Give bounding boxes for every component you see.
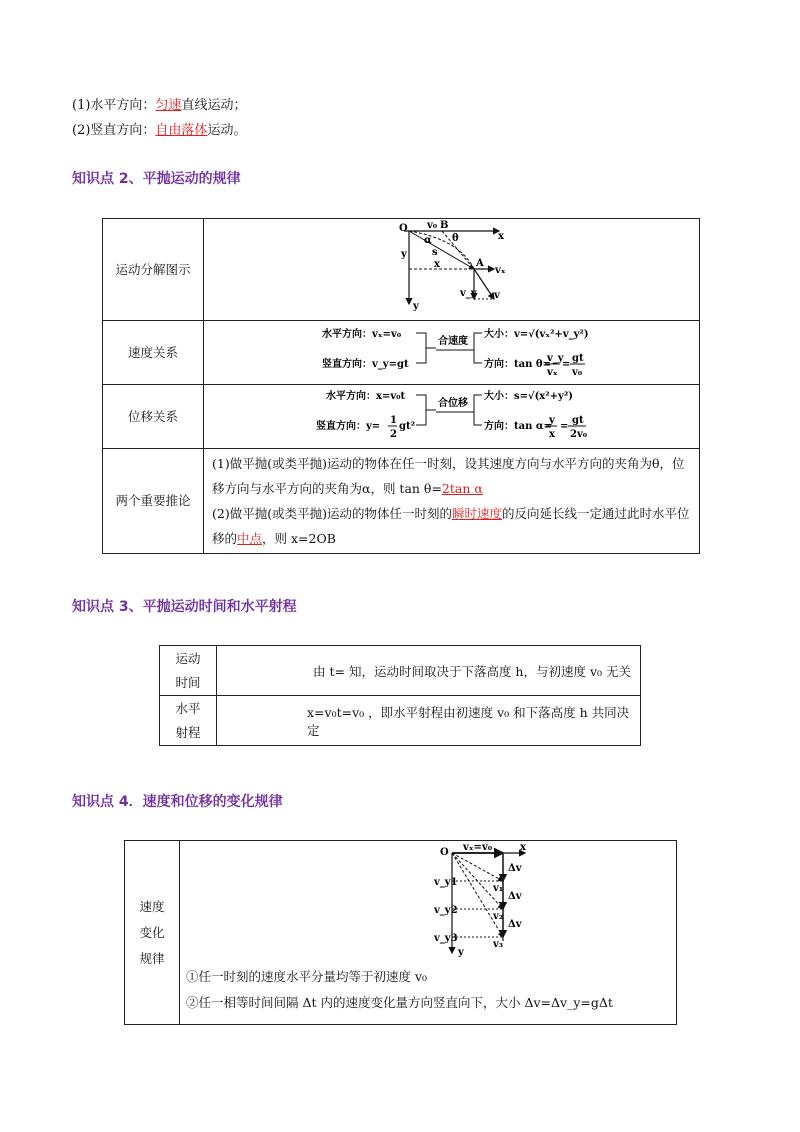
velocity-frac2-num: gt (572, 353, 584, 364)
displacement-direction-prefix: 方向：tan α= (484, 421, 552, 432)
velocity-frac2-den: v₀ (572, 367, 583, 378)
y-distance-label: y (401, 249, 407, 260)
velocity-change-diagram (180, 841, 675, 961)
inference-2-highlight-1: 瞬时速度 (451, 506, 502, 521)
v1-vector (452, 853, 503, 881)
origin-label-4: O (440, 847, 449, 858)
origin-label: O (399, 223, 408, 234)
velocity-change-cell (180, 841, 677, 1025)
s-label: s (432, 247, 438, 258)
inference-1-highlight: 2tan α (441, 481, 483, 496)
intro-line-2 (72, 121, 246, 141)
velocity-relation-diagram (204, 321, 694, 381)
row-label-range-line1: 水平 (175, 700, 201, 716)
intro-line-1-suffix: 直线运动； (181, 98, 247, 113)
svg-text:=: = (560, 421, 569, 432)
inference-2-highlight-2: 中点 (237, 531, 263, 546)
projectile-law-table (102, 218, 700, 554)
displacement-magnitude: 大小：s=√(x²+y²) (484, 391, 573, 402)
displacement-frac1-den: x (549, 429, 555, 440)
svg-text:=: = (562, 359, 571, 370)
dv-label-2: Δv (508, 891, 522, 902)
intro-line-2-suffix: 运动。 (207, 123, 247, 138)
y-axis-label-4: y (458, 947, 464, 958)
velocity-direction-prefix: 方向：tan θ= (484, 359, 551, 370)
theta-label: θ (452, 233, 459, 244)
displacement-frac1-num: y (549, 415, 555, 426)
row-label-range-line2: 射程 (175, 724, 201, 740)
inference-cell (204, 449, 700, 554)
point-b-label: B (440, 220, 449, 231)
vy-label: v_y (460, 288, 477, 299)
row-label-velocity-change (125, 841, 180, 1025)
row-label-diagram: 运动分解图示 (103, 219, 204, 321)
dv-label-1: Δv (508, 863, 522, 874)
velocity-change-table (124, 840, 677, 1025)
row-label-time-line1: 运动 (175, 650, 201, 666)
intro-line-1 (72, 96, 246, 116)
v-label: v (494, 290, 500, 301)
x-distance-label: x (434, 259, 440, 270)
time-text: 由 t= 知，运动时间取决于下落高度 h，与初速度 v₀ 无关 (217, 646, 641, 696)
velocity-frac1-num: v_y (547, 353, 564, 364)
intro-line-1-highlight: 匀速 (155, 98, 182, 113)
vy1-label: v_y1 (434, 877, 458, 888)
row-label-inference: 两个重要推论 (103, 449, 204, 554)
x-axis-label-4: x (520, 842, 526, 853)
vy2-label: v_y2 (434, 905, 458, 916)
alpha-label: α (424, 235, 432, 246)
velocity-change-rule-2: ②任一相等时间间隔 Δt 内的速度变化量方向竖直向下，大小 Δv=Δv_y=gΔt (186, 995, 613, 1010)
row-label-time-line2: 时间 (175, 674, 201, 690)
velocity-combine-label: 合速度 (438, 336, 468, 347)
inference-1-text: (1)做平抛(或类平抛)运动的物体在任一时刻，设其速度方向与水平方向的夹角为θ，位移方向与水平方向的夹角为α，则 tan θ= (212, 456, 685, 496)
displacement-frac-num: 1 (390, 415, 397, 426)
label-line-3: 规律 (139, 950, 165, 966)
vx-label-4: vₓ=v₀ (463, 842, 493, 853)
label-line-2: 变化 (139, 924, 165, 940)
displacement-relation-cell (204, 385, 700, 449)
x-axis-label: x (498, 231, 504, 242)
row-label-range (160, 696, 217, 746)
section-2-heading: 知识点 2、平抛运动的规律 (72, 171, 241, 187)
section-3-heading: 知识点 3、平抛运动时间和水平射程 (72, 599, 297, 615)
v2-label: v₂ (493, 911, 504, 922)
intro-line-1-prefix: (1)水平方向： (72, 98, 156, 113)
v3-vector (452, 853, 503, 937)
intro-line-2-prefix: (2)竖直方向： (72, 123, 156, 138)
row-label-velocity: 速度关系 (103, 321, 204, 385)
v-vector (474, 269, 494, 299)
velocity-change-rule-1: ①任一时刻的速度水平分量均等于初速度 v₀ (186, 969, 428, 984)
inference-2-text-b: 的反向延长线一定通过此时水平位移的 (212, 506, 690, 546)
row-label-displacement: 位移关系 (103, 385, 204, 449)
intro-line-2-highlight: 自由落体 (155, 123, 208, 138)
velocity-frac1-den: vₓ (547, 367, 558, 378)
section-4-heading: 知识点 4．速度和位移的变化规律 (72, 794, 283, 810)
v3-label: v₃ (493, 939, 504, 950)
v1-label: v₁ (493, 883, 504, 894)
displacement-frac2-den: 2v₀ (570, 429, 588, 440)
velocity-magnitude: 大小：v=√(vₓ²+v_y²) (484, 329, 589, 340)
displacement-horizontal: 水平方向：x=v₀t (326, 391, 406, 402)
v0-label: v₀ (427, 220, 438, 231)
motion-diagram-cell (204, 219, 700, 321)
displacement-frac-den: 2 (390, 429, 397, 440)
velocity-relation-cell (204, 321, 700, 385)
velocity-vertical: 竖直方向：v_y=gt (322, 359, 409, 370)
vy3-label: v_y3 (434, 933, 458, 944)
inference-2-text-a: (2)做平抛(或类平抛)运动的物体任一时刻的 (212, 506, 452, 521)
velocity-horizontal: 水平方向：vₓ=v₀ (322, 329, 402, 340)
displacement-vertical-suffix: gt² (399, 421, 415, 432)
y-axis-label: y (413, 301, 419, 312)
inference-2-text-c: ，则 x=2OB (262, 531, 336, 546)
time-range-table (159, 645, 641, 746)
displacement-vertical-prefix: 竖直方向：y= (316, 421, 381, 432)
displacement-frac2-num: gt (572, 415, 584, 426)
displacement-combine-label: 合位移 (438, 398, 468, 409)
label-line-1: 速度 (139, 898, 165, 914)
point-a-label: A (476, 258, 484, 269)
motion-decomposition-diagram (204, 219, 694, 317)
displacement-relation-diagram (204, 385, 694, 445)
row-label-time (160, 646, 217, 696)
vx-label: vₓ (495, 265, 506, 276)
range-text: x=v₀t=v₀ ，即水平射程由初速度 v₀ 和下落高度 h 共同决定 (217, 696, 641, 746)
dv-label-3: Δv (508, 919, 522, 930)
displacement-vector (409, 231, 474, 269)
